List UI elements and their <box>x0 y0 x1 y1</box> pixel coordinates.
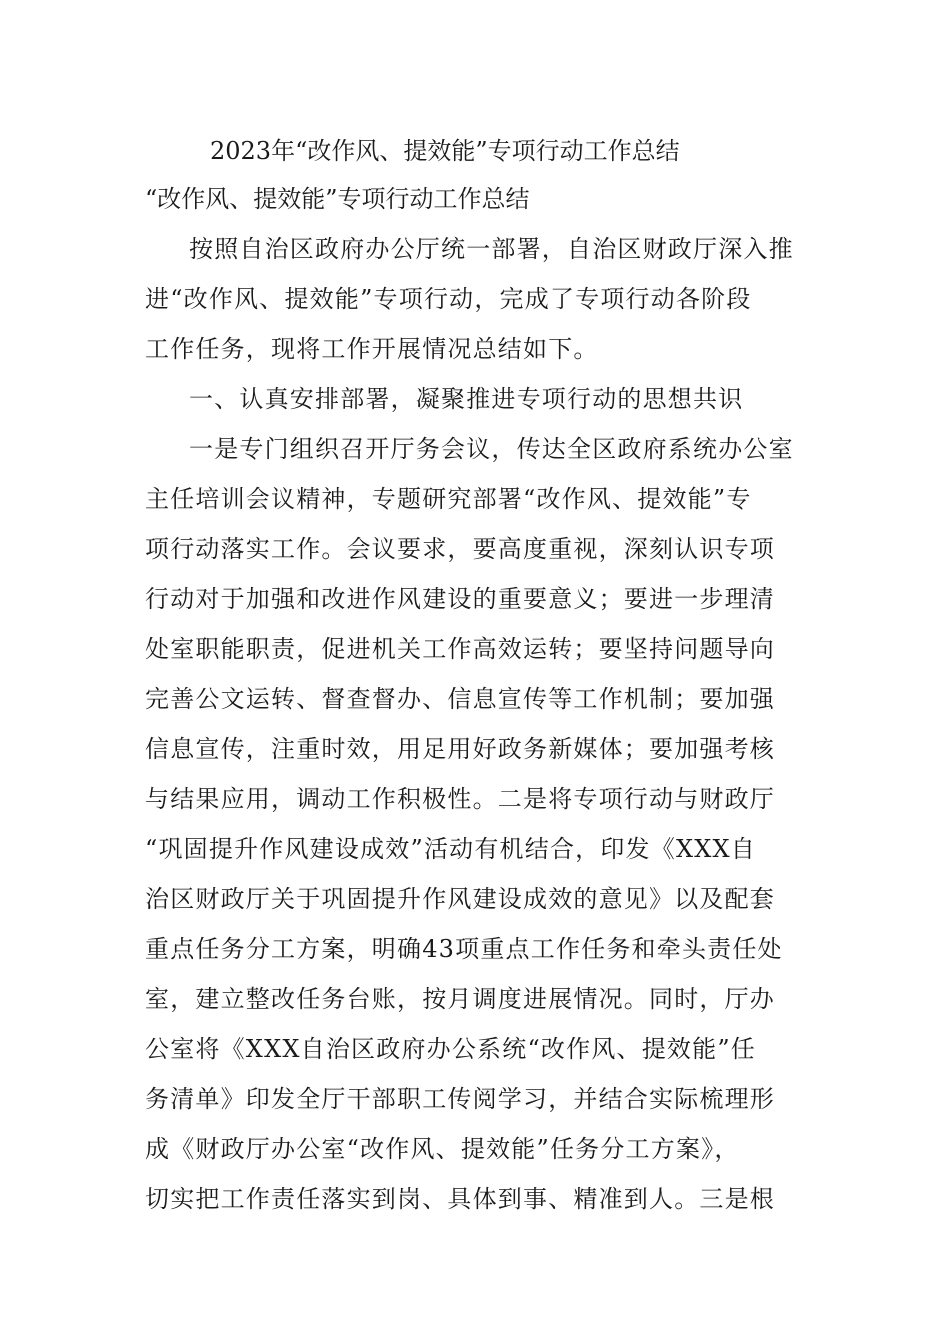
paragraph-line: “巩固提升作风建设成效”活动有机结合，印发《XXX自 <box>145 835 756 863</box>
paragraph-line: 按照自治区政府办公厅统一部署，自治区财政厅深入推 <box>189 235 794 263</box>
paragraph-line: 公室将《XXX自治区政府办公系统“改作风、提效能”任 <box>145 1035 756 1063</box>
paragraph-line: 务清单》印发全厅干部职工传阅学习，并结合实际梳理形 <box>145 1085 775 1113</box>
section-heading: 一、认真安排部署，凝聚推进专项行动的思想共识 <box>189 385 744 413</box>
paragraph-line: 切实把工作责任落实到岗、具体到事、精准到人。三是根 <box>145 1185 775 1213</box>
paragraph-line: 重点任务分工方案，明确43项重点工作任务和牵头责任处 <box>145 935 783 963</box>
document-subtitle: “改作风、提效能”专项行动工作总结 <box>145 185 530 213</box>
paragraph-line: 与结果应用，调动工作积极性。二是将专项行动与财政厅 <box>145 785 775 813</box>
paragraph-line: 项行动落实工作。会议要求，要高度重视，深刻认识专项 <box>145 535 775 563</box>
paragraph-line: 信息宣传，注重时效，用足用好政务新媒体；要加强考核 <box>145 735 775 763</box>
paragraph-line: 进“改作风、提效能”专项行动，完成了专项行动各阶段 <box>145 285 752 313</box>
paragraph-line: 完善公文运转、督查督办、信息宣传等工作机制；要加强 <box>145 685 775 713</box>
paragraph-line: 工作任务，现将工作开展情况总结如下。 <box>145 335 599 363</box>
paragraph-line: 一是专门组织召开厅务会议，传达全区政府系统办公室 <box>189 435 794 463</box>
paragraph-line: 室，建立整改任务台账，按月调度进展情况。同时，厅办 <box>145 985 775 1013</box>
paragraph-line: 主任培训会议精神，专题研究部署“改作风、提效能”专 <box>145 485 752 513</box>
document-title: 2023年“改作风、提效能”专项行动工作总结 <box>210 137 680 165</box>
paragraph-line: 处室职能职责，促进机关工作高效运转；要坚持问题导向 <box>145 635 775 663</box>
paragraph-line: 行动对于加强和改进作风建设的重要意义；要进一步理清 <box>145 585 775 613</box>
paragraph-line: 成《财政厅办公室“改作风、提效能”任务分工方案》， <box>145 1135 740 1163</box>
paragraph-line: 治区财政厅关于巩固提升作风建设成效的意见》以及配套 <box>145 885 775 913</box>
